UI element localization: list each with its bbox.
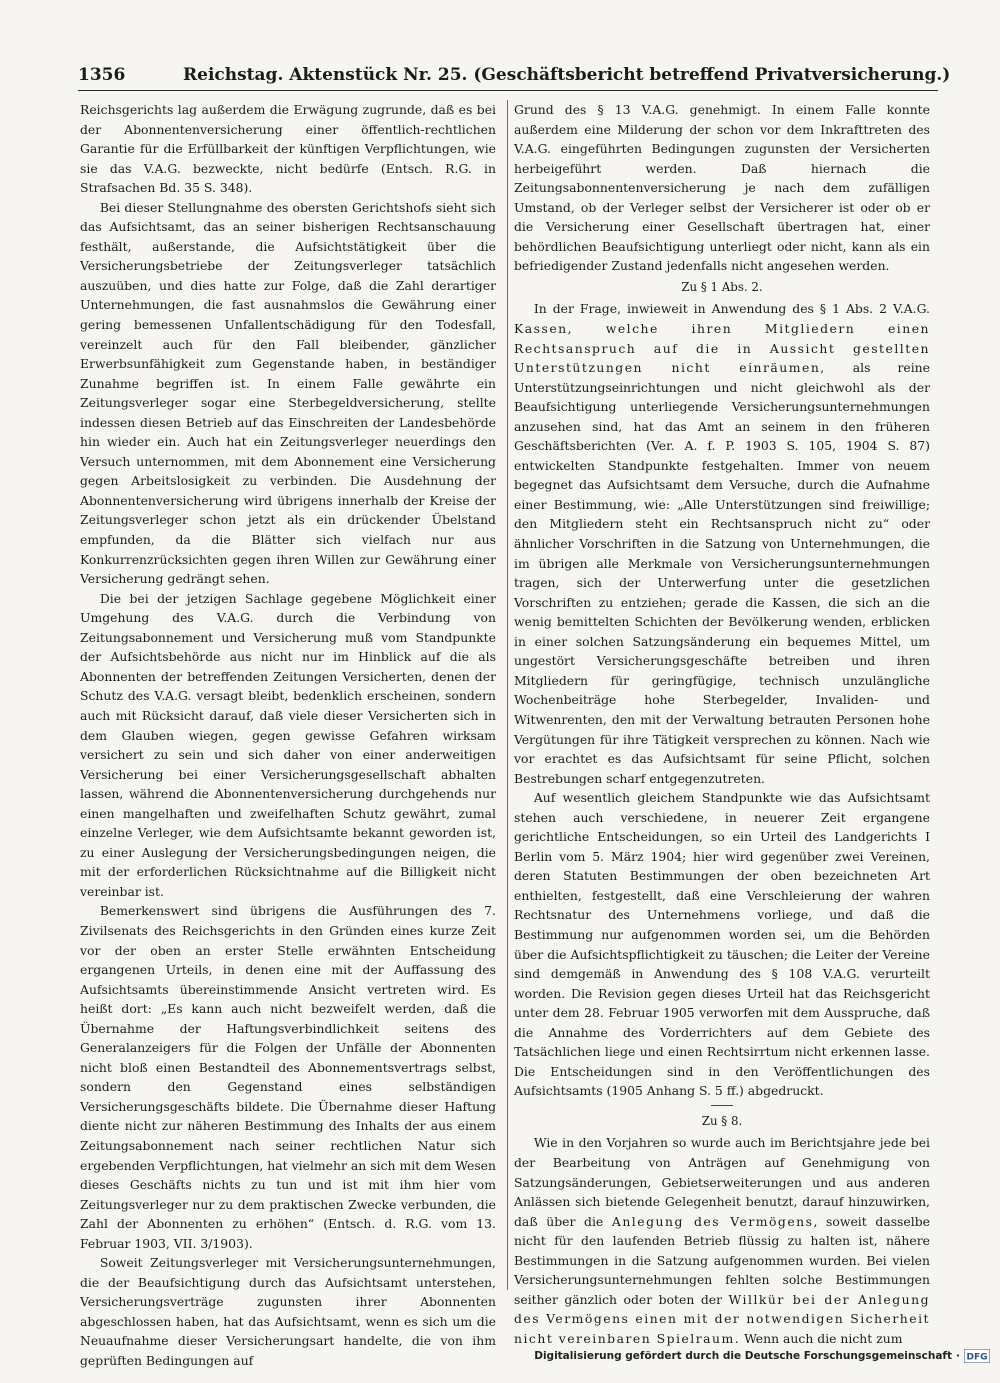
text-run: als reine Unterstützungseinrichtungen und nicht gleichwohl als der Beaufsichtigung unterliegende Versicherungsunternehmungen anzusehen sind, hat das Amt an seinem in den früheren Geschäftsberichten (Ver. A. f. P. 1903 S. 105, 1904 S. 87) entwickelten Standpunkte festgehalten. Immer von neuem begegnet das Aufsichtsamt dem Versuche, durch die Aufnahme einer Bestimmung, wie: „Alle Unterstützungen sind freiwillige; den Mitgliedern steht ein Rechtsanspruch nicht zu“ oder ähnlicher Vorschriften in die Satzung von Unternehmungen, die im übrigen alle Merkmale von Versicherungsunternehmungen tragen, sich der Unterwerfung unter die gesetzlichen Vorschriften zu entziehen; gerade die Kassen, die sich an die wenig bemittelten Schichten der Bevölkerung wenden, erblicken in einer solchen Satzungsänderung ein bequemes Mittel, um ungestört Versicherungsgeschäfte betreiben und ihren Mitgliedern für geringfügige, technisch unzulängliche Wochenbeiträge hohe Sterbegelder, Invaliden- und Witwenrenten, den mit der Verwaltung betrauten Personen hohe Vergütungen für ihre Tätigkeit versprechen zu können. Nach wie vor erachtet es das Aufsichtsamt für seine Pflicht, solchen Bestrebungen scharf entgegenzutreten.: [514, 360, 930, 786]
right-column: [514, 100, 930, 1348]
column-divider: [507, 100, 508, 1290]
dfg-logo-text: DFG: [966, 1352, 988, 1363]
paragraph: Die bei der jetzigen Sachlage gegebene Möglichkeit einer Umgehung des V.A.G. durch die Verbindung von Zeitungsabonnement und Versicherung muß vom Standpunkte der Aufsichtsbehörde aus nicht nur im Hinblick auf die als Abonnenten der betreffenden Zeitungen Versicherten, denen der Schutz des V.A.G. versagt bleibt, bedenklich erscheinen, sondern auch mit Rücksicht darauf, daß viele dieser Versicherten sich in dem Glauben wiegen, gegen gewisse Gefahren wirksam versichert zu sein und sich daher von einer anderweitigen Versicherung bei einer Versicherungsgesellschaft abhalten lassen, während die Abonnentenversicherung durchgehends nur einen mangelhaften und zweifelhaften Schutz gewährt, zumal einzelne Verleger, wie dem Aufsichtsamte bekannt geworden ist, zu einer Auslegung der Versicherungsbedingungen neigen, die mit der erforderlichen Rücksichtnahme auf die Billigkeit nicht vereinbar ist.: [80, 590, 496, 899]
paragraph: Grund des § 13 V.A.G. genehmigt. In einem Falle konnte außerdem eine Milderung der schon vor dem Inkrafttreten des V.A.G. eingeführten Bedingungen zugunsten der Versicherten herbeigeführt werden. Daß hiernach die Zeitungsabonnentenversicherung je nach dem zufälligen Umstand, ob der Verleger selbst der Versicherer ist oder ob er die Versicherung einer Gesellschaft übertragen hat, einer behördlichen Beaufsichtigung unterliegt oder nicht, kann als ein befriedigender Zustand jedenfalls nicht angesehen werden.: [514, 102, 930, 274]
page-number: 1356: [78, 65, 126, 85]
footer-bullet: ·: [956, 1350, 960, 1362]
running-title: Reichstag. Aktenstück Nr. 25. (Geschäftsbericht betreffend Privatversicherung.): [183, 65, 951, 85]
text-run: Wie in den Vorjahren so wurde auch im Berichtsjahre jede bei der Bearbeitung von Anträgen auf Genehmigung von Satzungsänderungen, Gebietserweiterungen und aus anderen Anlässen sich bietende Gelegenheit benutzt, darauf hinzuwirken, daß über die: [514, 1135, 930, 1229]
paragraph: Bemerkenswert sind übrigens die Ausführungen des 7. Zivilsenats des Reichsgerichts in den Gründen eines kurze Zeit vor der oben an erster Stelle erwähnten Entscheidung ergangenen Urteils, in denen eine mit der Auffassung des Aufsichtsamts übereinstimmende Ansicht vertreten wird. Es heißt dort: „Es kann auch nicht bezweifelt werden, daß die Übernahme der Haftungsverbindlichkeit seitens des Generalanzeigers für die Folgen der Unfälle der Abonnenten nicht bloß einen Bestandteil des Abonnementsvertrags selbst, sondern den Gegenstand eines selbständigen Versicherungsgeschäfts bildete. Die Übernahme dieser Haftung diente nicht zur näheren Bestimmung des Inhalts der aus einem Zeitungsabonnement nach seiner rechtlichen Natur sich ergebenden Verpflichtungen, hat vielmehr an sich mit dem Wesen dieses Geschäfts nichts zu tun und ist mit ihm hier vom Zeitungsverleger nur zu dem praktischen Zwecke verbunden, die Zahl der Abonnenten zu erhöhen“ (Entsch. d. R.G. vom 13. Februar 1903, VII. 3/1903).: [80, 903, 496, 1251]
running-header: [78, 58, 951, 92]
emphasized-text: Willkür bei der Anlegung des Vermögens einen mit der notwendigen Sicherheit nicht vereinbaren Spielraum.: [514, 1291, 930, 1346]
paragraph: Auf wesentlich gleichem Standpunkte wie das Aufsichtsamt stehen auch verschiedene, in neuerer Zeit ergangene gerichtliche Entscheidungen, so ein Urteil des Landgerichts I Berlin vom 5. März 1904; hier wird gegenüber zwei Vereinen, deren Statuten Bestimmungen der oben bezeichneten Art enthielten, festgestellt, daß eine Verschleierung der wahren Rechtsnatur des Unternehmens vorliege, und daß die Bestimmung nur aufgenommen worden sei, um die Behörden über die Aufsichtspflichtigkeit zu täuschen; die Leiter der Vereine sind demgemäß in Anwendung des § 108 V.A.G. verurteilt worden. Die Revision gegen dieses Urteil hat das Reichsgericht unter dem 28. Februar 1905 verworfen mit dem Ausspruche, daß die Annahme des Vorderrichters auf dem Gebiete des Tatsächlichen liege und einen Rechtsirrtum nicht erkennen lasse. Die Entscheidungen sind in den Veröffentlichungen des Aufsichtsamts (1905 Anhang S. 5 ff.) abgedruckt.: [514, 790, 930, 1099]
paragraph: Soweit Zeitungsverleger mit Versicherungsunternehmungen, die der Beaufsichtigung durch das Aufsichtsamt unterstehen, Versicherungsverträge zugunsten ihrer Abonnenten abgeschlossen haben, hat das Aufsichtsamt, wenn es sich um die Neuaufnahme dieser Versicherungsart handelte, die von ihm geprüften Bedingungen auf: [80, 1255, 496, 1368]
emphasized-text: Anlegung des Vermögens: [611, 1213, 814, 1229]
paragraph: Bei dieser Stellungnahme des obersten Gerichtshofs sieht sich das Aufsichtsamt, das an seiner bisherigen Rechtsanschauung festhält, außerstande, die Aufsichtstätigkeit über die Versicherungsbetriebe der Zeitungsverleger tatsächlich auszuüben, und dies hatte zur Folge, daß die Zahl derartiger Unternehmungen, die fast ausnahmslos die Gewährung einer gering bemessenen Unfallentschädigung für den Todesfall, vereinzelt auch für den Fall bleibender, gänzlicher Erwerbsunfähigkeit zum Gegenstande haben, in beständiger Zunahme begriffen ist. In einem Falle gewährte ein Zeitungsverleger sogar eine Sterbegeldversicherung, stellte indessen diesen Betrieb auf das Einschreiten der Landesbehörde hin wieder ein. Auch hat ein Zeitungsverleger neuerdings den Versuch unternommen, mit dem Abonnement eine Versicherung gegen Arbeitslosigkeit zu verbinden. Die Ausdehnung der Abonnentenversicherung wird übrigens innerhalb der Kreise der Zeitungsverleger schon jetzt als ein drückender Übelstand empfunden, da die Blätter sich vielfach nur aus Konkurrenzrücksichten gegen ihren Willen zur Gewährung einer Versicherung gedrängt sehen.: [80, 199, 496, 587]
text-run: , soweit dasselbe nicht für den laufenden Betrieb flüssig zu halten ist, nähere Bestimmungen in die Satzung aufgenommen wurden. Bei vielen Versicherungsunternehmungen fehlten solche Bestimmungen seither gänzlich oder boten der: [514, 1213, 930, 1307]
paragraph: [514, 1133, 930, 1348]
paragraph: [514, 299, 930, 788]
text-run: In der Frage, inwieweit in Anwendung des § 1 Abs. 2 V.A.G.: [533, 301, 930, 317]
dfg-logo-icon: [964, 1349, 990, 1363]
text-run: Wenn auch die nicht zum: [740, 1330, 903, 1346]
section-heading: Zu § 8.: [701, 1113, 743, 1128]
left-column: [80, 100, 496, 1371]
emphasized-text: Kassen, welche ihren Mitgliedern einen Rechtsanspruch auf die in Aussicht gestellten Unterstützungen nicht einräumen,: [514, 321, 930, 376]
section-heading: Zu § 1 Abs. 2.: [681, 279, 763, 294]
paragraph: Reichsgerichts lag außerdem die Erwägung zugrunde, daß es bei der Abonnentenversicherung einer öffentlich-rechtlichen Garantie für die Erfüllbarkeit der künftigen Verpflichtungen, wie sie das V.A.G. bezweckte, nicht bedürfe (Entsch. R.G. in Strafsachen Bd. 35 S. 348).: [80, 102, 496, 196]
section-separator: [711, 1105, 733, 1106]
footer-text: Digitalisierung gefördert durch die Deutsche Forschungsgemeinschaft: [534, 1350, 952, 1362]
digitization-footer: [534, 1345, 990, 1367]
header-rule: [78, 90, 938, 91]
